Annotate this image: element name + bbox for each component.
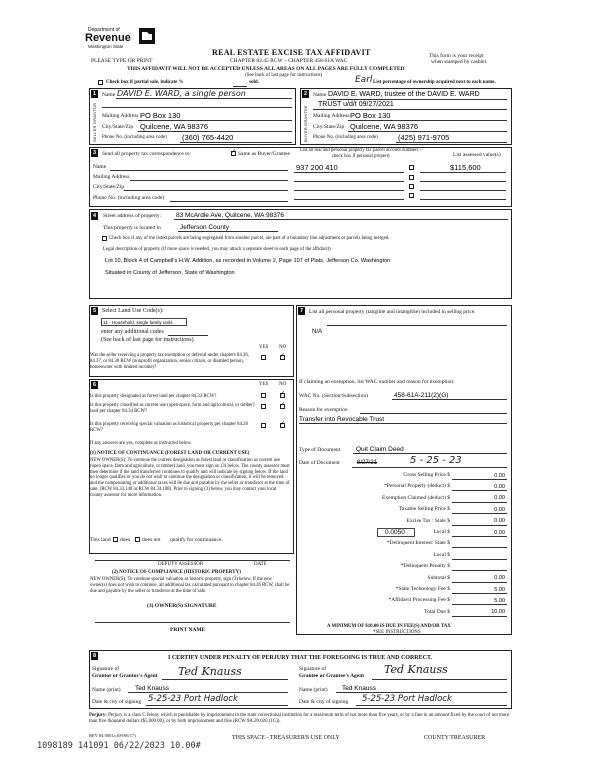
s5-yes: YES bbox=[259, 345, 269, 350]
grantee-date-city[interactable]: 5-25-23 Port Hadlock bbox=[362, 694, 452, 704]
grantor-name[interactable]: Ted Knauss bbox=[135, 685, 169, 692]
seller-phone[interactable]: (360) 765-4420 bbox=[182, 133, 234, 142]
grantor-signature[interactable]: Ted Knauss bbox=[178, 665, 242, 678]
s5-no: NO bbox=[279, 345, 287, 350]
type-or-print: PLEASE TYPE OR PRINT bbox=[91, 58, 153, 64]
legal-description-line2[interactable]: Situated in County of Jefferson, State of Washington bbox=[105, 270, 235, 276]
does-not-checkbox[interactable] bbox=[135, 537, 140, 542]
doc-type-value[interactable]: Quit Claim Deed bbox=[356, 446, 404, 453]
revision-number: REV 84 0001a (09/06/17) bbox=[89, 733, 136, 738]
historic-yes-checkbox[interactable] bbox=[261, 423, 266, 428]
buyer-city[interactable]: Quilcene, WA 98376 bbox=[350, 122, 419, 131]
revenue-logo bbox=[85, 27, 165, 53]
grantee-name[interactable]: Ted Knauss bbox=[342, 685, 376, 692]
compliance-title: (2) NOTICE OF COMPLIANCE (HISTORIC PROPERTY) bbox=[112, 570, 241, 575]
land-use-value: 11 - Household, single family units bbox=[103, 320, 173, 325]
tax-line-label: Taxable Selling Price $ bbox=[398, 506, 450, 513]
section-5-number: 5 bbox=[92, 308, 97, 314]
reason-label: Reason for exemption bbox=[299, 407, 348, 413]
tax-line-label: Total Due $ bbox=[424, 608, 450, 615]
seller-city-label: City/State/Zip bbox=[102, 124, 134, 130]
seller-mailing[interactable]: PO Box 130 bbox=[140, 111, 181, 120]
grantor-date-city[interactable]: 5-25-23 Port Hadlock bbox=[148, 694, 238, 704]
assessed-value[interactable]: $115,600 bbox=[450, 163, 481, 172]
buyer-name-label: Name bbox=[313, 92, 327, 98]
local-rate: 0.0050 bbox=[385, 529, 405, 536]
street-address-label: Street address of property: bbox=[103, 213, 162, 219]
section-1-number: 1 bbox=[92, 91, 97, 97]
buyer-phone-label: Phone No. (including area code) bbox=[313, 135, 378, 140]
does-not-label: does not bbox=[142, 537, 161, 543]
buyer-mailing[interactable]: PO Box 130 bbox=[350, 111, 391, 120]
grantor-sig-label-1: Signature of bbox=[92, 666, 120, 672]
doc-date-label: Date of Document bbox=[299, 460, 340, 466]
seller-name-label: Name bbox=[102, 92, 116, 98]
current-use-no-checkbox[interactable] bbox=[280, 404, 285, 409]
tax-line-value[interactable]: 0.00 bbox=[494, 575, 505, 582]
see-back-note: (See back of last page for instructions) bbox=[245, 73, 323, 78]
assessed-header: List assessed value(s) bbox=[453, 152, 501, 158]
see-instructions: *SEE INSTRUCTIONS bbox=[373, 630, 421, 635]
send-correspondence-label: Send all property tax correspondence to: bbox=[102, 151, 192, 157]
section-7-number: 7 bbox=[299, 308, 304, 314]
buyer-handwritten-note: Earl bbox=[355, 75, 373, 85]
exemption-intro: If claiming an exemption, list WAC number and reason for exemption: bbox=[299, 379, 455, 385]
tax-line-value[interactable]: 0.00 bbox=[494, 472, 505, 479]
doc-date-struck: 8/27/21 bbox=[357, 460, 378, 466]
tax-line-label: Local $ bbox=[433, 551, 450, 558]
grantee-signature[interactable]: Ted Knauss bbox=[384, 663, 448, 676]
tax-line-label: Subtotal $ bbox=[427, 574, 450, 581]
perjury-notice bbox=[89, 713, 513, 725]
seller-side-label: SELLER GRANTOR bbox=[92, 102, 97, 142]
tax-line-label: Local $ bbox=[433, 529, 450, 535]
tax-line-value[interactable]: 5.00 bbox=[494, 597, 505, 604]
seller-phone-label: Phone No. (including area code) bbox=[102, 135, 167, 140]
section-6-number: 6 bbox=[92, 382, 97, 388]
segregated-checkbox[interactable] bbox=[102, 236, 107, 241]
current-use-question: Is this property classified as current use (open space, farm and agricultural, or timber) land per chapter 84.34 RCW? bbox=[90, 403, 255, 414]
grantor-date-label: Date & city of signing bbox=[92, 699, 142, 705]
compliance-text: NEW OWNER(S): To continue special valuation as historic property, sign (3) below. If the new owner(s) does not wish to continue, all additional tax calculated pursuant to chapter 84.26 RCW, shall be due and payable by the seller or transferor at the time of sale. bbox=[90, 577, 290, 594]
grantee-name-label: Name (print) bbox=[299, 687, 328, 693]
logo-state: Washington State bbox=[88, 44, 124, 49]
perjury-text: Perjury is a class C felony which is punishable by imprisonment in the state correctional institution for a maximum term of not more than five years, or by a fine in an amount fixed by the court of not more than five thousand dollars ($5,000.00), or by both imprisonment and fine (RCW 9A.20.020 (1C)). bbox=[89, 713, 510, 724]
s5-no-checkbox[interactable] bbox=[280, 355, 285, 360]
same-as-buyer-label: Same as Buyer/Grantee bbox=[238, 151, 290, 157]
forest-land-question: Is this property designated as forest land per chapter 84.33 RCW? bbox=[90, 394, 217, 399]
forest-no-checkbox[interactable] bbox=[280, 393, 285, 398]
grantor-name-label: Name (print) bbox=[92, 687, 121, 693]
tax-line-value[interactable]: 0.00 bbox=[494, 506, 505, 513]
does-checkbox[interactable] bbox=[113, 537, 118, 542]
located-in-label: This property is located in bbox=[103, 225, 161, 231]
s3-phone-label: Phone No. (including area code) bbox=[93, 195, 165, 201]
grantor-sig-label-2: Grantor or Grantor's Agent bbox=[92, 673, 158, 679]
this-land-label: This land bbox=[90, 537, 111, 543]
parcel-number[interactable]: 937 200 410 bbox=[296, 163, 338, 172]
tax-line-value[interactable]: 0.00 bbox=[494, 495, 505, 502]
ownership-note: List percentage of ownership acquired next to each name. bbox=[373, 80, 496, 85]
receipt-note-2: when stamped by cashier. bbox=[431, 59, 488, 65]
section-3-number: 3 bbox=[92, 150, 97, 156]
grantee-sig-label-2: Grantee or Grantee's Agent bbox=[299, 673, 365, 679]
s5-yes-checkbox[interactable] bbox=[261, 355, 266, 360]
minimum-note: A MINIMUM OF $10.00 IS DUE IN FEE(S) AND/OR TAX bbox=[327, 624, 451, 629]
tax-line-label: *Delinquent Penalty $ bbox=[400, 563, 450, 570]
print-name-label: PRINT NAME bbox=[170, 627, 206, 633]
personal-property-value[interactable]: N/A bbox=[312, 329, 323, 335]
grantee-date-label: Date & city of signing bbox=[299, 699, 349, 705]
assessor-date-label: DATE bbox=[254, 562, 267, 567]
partial-sale-checkbox[interactable] bbox=[98, 80, 103, 85]
forest-yes-checkbox[interactable] bbox=[261, 393, 266, 398]
washington-state-icon bbox=[139, 28, 155, 44]
does-label: does bbox=[120, 537, 131, 543]
s3-mailing-label: Mailing Address bbox=[93, 174, 130, 180]
treasurer-use-only: THIS SPACE - TREASURER'S USE ONLY bbox=[232, 735, 340, 741]
legal-description-label: Legal description of property (if more space is needed, you may attach a separate sheet to each page of the affidavit) bbox=[103, 247, 331, 252]
historic-no-checkbox[interactable] bbox=[280, 423, 285, 428]
s3-name-label: Name bbox=[93, 164, 107, 170]
enter-additional-codes: enter any additional codes bbox=[101, 329, 164, 335]
reason-value[interactable]: Transfer into Revocable Trust bbox=[299, 416, 385, 423]
seller-name[interactable]: DAVID E. WARD, a single person bbox=[117, 89, 246, 98]
buyer-city-label: City/State/Zip bbox=[313, 124, 345, 130]
personal-property-checkbox-4[interactable] bbox=[409, 193, 414, 198]
doc-type-label: Type of Document bbox=[299, 447, 341, 453]
form-subtitle: CHAPTER 82.45 RCW – CHAPTER 458-61A WAC bbox=[230, 58, 348, 64]
continuance-text: NEW OWNER(S): To continue the current designation as forest land or classification as current use (open space, farm and agriculture, or timber) land, you must sign on (3) below. The county assessor must then determine if the land transferred continues to qualify and will indicate by signing below. If the land no longer qualifies or you do not wish to continue the designation or classification, it will be removed and the compensating or additional taxes will be due and payable by the seller or transferor at the time of sale. (RCW 84.33.140 or RCW 84.34.108). Prior to signing (3) below, you may contact your local county assessor for more information. bbox=[90, 458, 290, 498]
continuance-title: (1) NOTICE OF CONTINUANCE (FOREST LAND OR CURRENT USE) bbox=[90, 451, 250, 456]
county-treasurer: COUNTY TREASURER bbox=[424, 735, 486, 741]
section-4-number: 4 bbox=[92, 213, 97, 219]
deputy-assessor-label: DEPUTY ASSESSOR bbox=[158, 562, 204, 567]
county-value[interactable]: Jefferson County bbox=[180, 224, 230, 231]
receipt-note-1: This form is your receipt bbox=[429, 53, 484, 59]
buyer-mailing-label: Mailing Address bbox=[313, 113, 350, 119]
grantee-sig-label-1: Signature of bbox=[299, 666, 327, 672]
partial-sale-label: Check box if partial sale, indicate % bbox=[106, 80, 184, 85]
tax-line-value[interactable]: 0.00 bbox=[494, 483, 505, 490]
same-as-buyer-checkbox[interactable] bbox=[231, 151, 236, 156]
personal-property-checkbox-2[interactable] bbox=[409, 175, 414, 180]
legal-description-line1[interactable]: Lot 10, Block 4 of Campbell's H.W. Addition, as recorded in Volume 2, Page 107 of Plats, Jefferson Co. Washington bbox=[105, 258, 391, 264]
buyer-phone[interactable]: (425) 971-9705 bbox=[398, 133, 450, 142]
personal-property-checkbox-1[interactable] bbox=[409, 165, 414, 170]
wac-label: WAC No. (Section/Subsection) bbox=[299, 393, 368, 399]
personal-property-label: List all personal property (tangible and intangible) included in selling price. bbox=[309, 309, 476, 315]
buyer-name-line1[interactable]: DAVID E. WARD, trustee of the DAVID E. WARD bbox=[328, 91, 480, 98]
logo-department: Department of bbox=[88, 27, 120, 33]
section-8-number: 8 bbox=[92, 653, 97, 659]
tax-line-value[interactable]: 0.00 bbox=[494, 529, 505, 536]
tax-line-label: Gross Selling Price $ bbox=[403, 472, 450, 478]
s5-see-back: (See back of last page for instructions) bbox=[101, 337, 194, 343]
logo-name: Revenue bbox=[85, 32, 131, 44]
owner-signature-label: (3) OWNER(S) SIGNATURE bbox=[147, 603, 217, 609]
tax-line-label: Excise Tax : State $ bbox=[406, 517, 450, 524]
qualify-label: qualify for continuance. bbox=[170, 537, 223, 543]
segregated-text: Check box if any of the listed parcels are being segregated from another parcel, are part of a boundary line adjustment or parcels being merged. bbox=[109, 236, 390, 241]
buyer-name-line2[interactable]: TRUST u/d/t 09/27/2021 bbox=[318, 101, 394, 108]
current-use-yes-checkbox[interactable] bbox=[261, 404, 266, 409]
treasurer-stamp: 1098189 141091 06/22/2023 10.00# bbox=[37, 741, 201, 751]
doc-date-handwritten[interactable]: 5 - 25 - 23 bbox=[410, 455, 462, 466]
tax-line-value[interactable]: 10.00 bbox=[491, 609, 505, 616]
personal-property-checkbox-3[interactable] bbox=[409, 184, 414, 189]
seller-city[interactable]: Quilcene, WA 98376 bbox=[140, 122, 209, 131]
tax-line-value[interactable]: 0.00 bbox=[494, 518, 505, 525]
tax-line-label: *Delinquent Interest: State $ bbox=[386, 540, 450, 547]
s6-no: NO bbox=[279, 382, 287, 387]
certify-statement: I CERTIFY UNDER PENALTY OF PERJURY THAT THE FOREGOING IS TRUE AND CORRECT. bbox=[168, 655, 433, 661]
wac-value[interactable]: 458-61A-211(2)(G) bbox=[394, 392, 449, 399]
s3-city-label: City/State/Zip bbox=[93, 184, 125, 190]
property-section bbox=[89, 209, 512, 299]
perjury-bold: Perjury: bbox=[89, 713, 107, 718]
parcel-header: List all real and personal property tax parcel account numbers – check box if personal property bbox=[299, 148, 423, 159]
form-title: REAL ESTATE EXCISE TAX AFFIDAVIT bbox=[212, 48, 371, 57]
seller-mailing-label: Mailing Address bbox=[102, 113, 139, 119]
tax-line-label: Exemption Claimed (deduct) $ bbox=[382, 494, 450, 501]
sold-label: sold. bbox=[249, 80, 259, 85]
exemption-question: Was the seller receiving a property tax exemption or deferral under chapters 84.36, 84.37, or 84.38 RCW (nonprofit organization, senior citizen, or disabled person, homeowner with limited income)? bbox=[90, 353, 249, 370]
historic-question: Is this property receiving special valuation as historical property per chapter 84.26 RCW? bbox=[90, 422, 248, 433]
acceptance-warning: THIS AFFIDAVIT WILL NOT BE ACCEPTED UNLESS ALL AREAS ON ALL PAGES ARE FULLY COMPLETED bbox=[127, 66, 405, 72]
tax-line-label: *State Technology Fee $ bbox=[395, 586, 450, 592]
section-2-number: 2 bbox=[303, 91, 308, 97]
street-address[interactable]: 83 McArdle Ave, Quilcene, WA 98376 bbox=[176, 212, 285, 219]
buyer-side-label: BUYER GRANTEE bbox=[303, 105, 308, 142]
tax-line-value[interactable]: 5.00 bbox=[494, 586, 505, 593]
tax-line-label: *Affidavit Processing Fee $ bbox=[388, 597, 450, 604]
land-use-label: Select Land Use Code(s): bbox=[102, 308, 164, 314]
tax-line-label: *Personal Property (deduct) $ bbox=[384, 483, 450, 490]
if-yes-instruction: If any answers are yes, complete as instructed below. bbox=[90, 441, 192, 446]
s6-yes: YES bbox=[259, 382, 269, 387]
